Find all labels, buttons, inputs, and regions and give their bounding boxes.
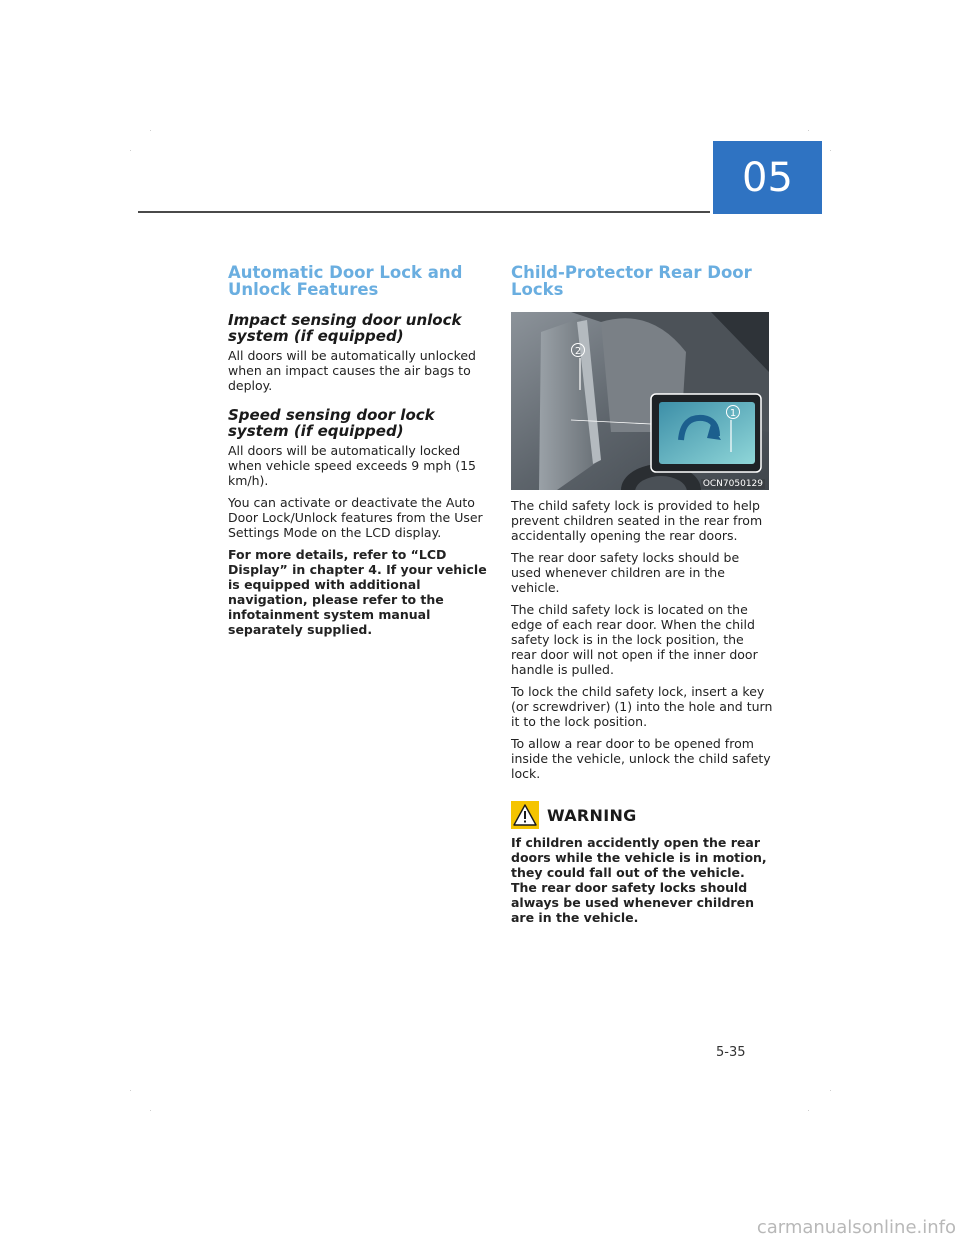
subtitle-speed-sensing: Speed sensing door lock system (if equipped) bbox=[228, 406, 435, 440]
trim-mark bbox=[130, 150, 131, 151]
user-settings-text: You can activate or deactivate the Auto Door Lock/Unlock features from the User Settings Mode on the LCD display. bbox=[228, 495, 483, 540]
chapter-number: 05 bbox=[742, 154, 793, 201]
page-number: 5-35 bbox=[716, 1045, 746, 1060]
figure-code: OCN7050129 bbox=[702, 479, 763, 489]
trim-mark bbox=[830, 1090, 831, 1091]
section-title-child-protector: Child-Protector Rear Door Locks bbox=[511, 263, 752, 299]
subtitle-impact-sensing: Impact sensing door unlock system (if equipped) bbox=[228, 311, 462, 345]
callout-1-label: 1 bbox=[729, 408, 737, 419]
car-door-illustration bbox=[511, 312, 769, 490]
trim-mark bbox=[808, 130, 809, 131]
watermark: carmanualsonline.info bbox=[756, 1217, 956, 1238]
child-lock-paragraph-3: The child safety lock is located on the edge of each rear door. When the child safety lock is in the lock position, the rear door will not open if the inner door handle is pulled. bbox=[511, 602, 758, 677]
speed-sensing-text: All doors will be automatically locked when vehicle speed exceeds 9 mph (15 km/h). bbox=[228, 443, 476, 488]
impact-sensing-text: All doors will be automatically unlocked when an impact causes the air bags to deploy. bbox=[228, 348, 476, 393]
child-lock-figure bbox=[511, 312, 769, 490]
callout-2-label: 2 bbox=[574, 346, 582, 357]
section-title-auto-lock: Automatic Door Lock and Unlock Features bbox=[228, 263, 463, 299]
trim-mark bbox=[150, 130, 151, 131]
header-rule bbox=[138, 211, 710, 213]
warning-icon bbox=[511, 801, 539, 829]
child-lock-paragraph-1: The child safety lock is provided to help prevent children seated in the rear from accidentally opening the rear doors. bbox=[511, 498, 763, 543]
left-column bbox=[228, 264, 490, 644]
chapter-tab bbox=[713, 141, 822, 214]
warning-header bbox=[511, 801, 773, 829]
trim-mark bbox=[830, 150, 831, 151]
right-column bbox=[511, 264, 773, 932]
warning-label: WARNING bbox=[547, 805, 637, 825]
child-lock-paragraph-2: The rear door safety locks should be used whenever children are in the vehicle. bbox=[511, 550, 740, 595]
trim-mark bbox=[150, 1110, 151, 1111]
trim-mark bbox=[808, 1110, 809, 1111]
lcd-display-note: For more details, refer to “LCD Display” in chapter 4. If your vehicle is equipped with additional navigation, please refer to the infotainment system manual separately supplied. bbox=[228, 547, 487, 637]
child-lock-paragraph-5: To allow a rear door to be opened from inside the vehicle, unlock the child safety lock. bbox=[511, 736, 771, 781]
warning-text: If children accidently open the rear doors while the vehicle is in motion, they could fall out of the vehicle. The rear door safety locks should always be used whenever children are in the vehicle. bbox=[511, 835, 767, 925]
child-lock-paragraph-4: To lock the child safety lock, insert a key (or screwdriver) (1) into the hole and turn it to the lock position. bbox=[511, 684, 773, 729]
trim-mark bbox=[130, 1090, 131, 1091]
